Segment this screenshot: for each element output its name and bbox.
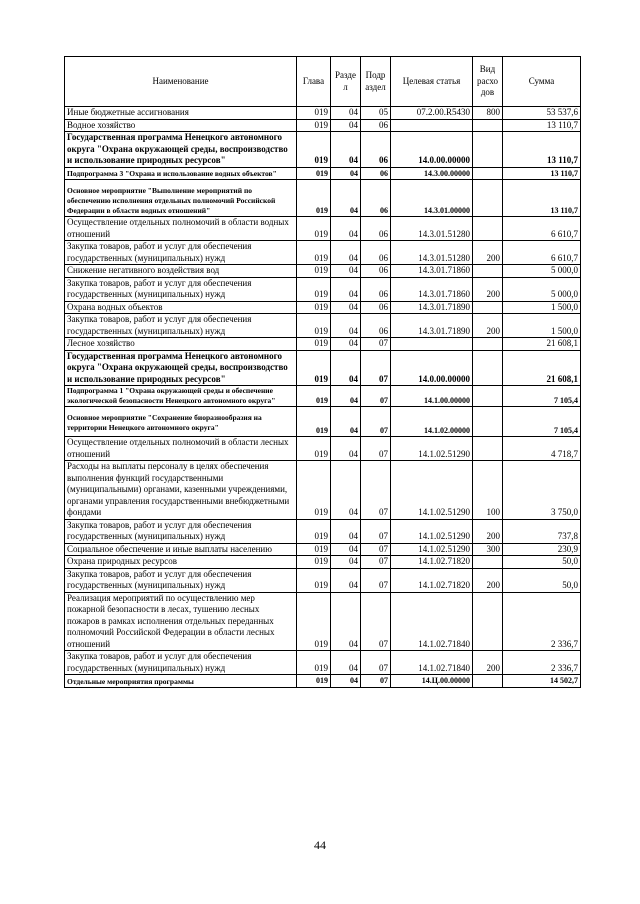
cell-sum: 50,0	[503, 568, 581, 592]
cell-name: Охрана водных объектов	[65, 301, 297, 314]
header-target: Целевая статья	[391, 57, 473, 107]
cell-subsection: 06	[361, 314, 391, 338]
cell-sum: 13 110,7	[503, 180, 581, 217]
cell-name: Осуществление отдельных полномочий в области водных отношений	[65, 217, 297, 241]
header-section: Разде л	[331, 57, 361, 107]
cell-vr	[473, 167, 503, 180]
cell-subsection: 07	[361, 543, 391, 556]
table-row	[65, 350, 581, 386]
cell-sum: 21 608,1	[503, 338, 581, 351]
cell-name: Закупка товаров, работ и услуг для обеспечения государственных (муниципальных) нужд	[65, 568, 297, 592]
cell-vr: 200	[473, 568, 503, 592]
cell-chapter: 019	[297, 568, 331, 592]
table-row	[65, 301, 581, 314]
cell-chapter: 019	[297, 675, 331, 688]
cell-section: 04	[331, 437, 361, 461]
cell-name: Закупка товаров, работ и услуг для обеспечения государственных (муниципальных) нужд	[65, 314, 297, 338]
cell-name: Водное хозяйство	[65, 119, 297, 132]
cell-target: 07.2.00.R5430	[391, 107, 473, 120]
table-row	[65, 407, 581, 437]
cell-section: 04	[331, 461, 361, 520]
table-row	[65, 241, 581, 265]
cell-section: 04	[331, 519, 361, 543]
table-row	[65, 568, 581, 592]
cell-target: 14.3.01.00000	[391, 180, 473, 217]
cell-chapter: 019	[297, 437, 331, 461]
table-row	[65, 386, 581, 407]
cell-chapter: 019	[297, 107, 331, 120]
cell-sum: 1 500,0	[503, 314, 581, 338]
cell-target: 14.3.01.51280	[391, 217, 473, 241]
cell-subsection: 07	[361, 386, 391, 407]
cell-subsection: 07	[361, 519, 391, 543]
cell-name: Подпрограмма 3 "Охрана и использование водных объектов"	[65, 167, 297, 180]
header-subsection: Подр аздел	[361, 57, 391, 107]
cell-target: 14.3.01.71860	[391, 265, 473, 278]
cell-vr: 100	[473, 461, 503, 520]
cell-vr	[473, 132, 503, 168]
cell-vr	[473, 217, 503, 241]
table-row	[65, 107, 581, 120]
cell-sum: 5 000,0	[503, 277, 581, 301]
cell-chapter: 019	[297, 217, 331, 241]
cell-section: 04	[331, 543, 361, 556]
cell-section: 04	[331, 651, 361, 675]
cell-name: Закупка товаров, работ и услуг для обеспечения государственных (муниципальных) нужд	[65, 241, 297, 265]
table-row	[65, 437, 581, 461]
cell-section: 04	[331, 592, 361, 651]
cell-vr	[473, 556, 503, 569]
cell-subsection: 06	[361, 241, 391, 265]
cell-section: 04	[331, 277, 361, 301]
cell-subsection: 05	[361, 107, 391, 120]
cell-subsection: 07	[361, 437, 391, 461]
cell-vr	[473, 180, 503, 217]
cell-vr: 200	[473, 277, 503, 301]
cell-target: 14.1.02.00000	[391, 407, 473, 437]
cell-section: 04	[331, 338, 361, 351]
cell-subsection: 07	[361, 568, 391, 592]
table-row	[65, 543, 581, 556]
cell-section: 04	[331, 350, 361, 386]
cell-name: Основное мероприятие "Сохранение биоразнообразия на территории Ненецкого автономного округа"	[65, 407, 297, 437]
cell-section: 04	[331, 107, 361, 120]
cell-target: 14.3.01.71890	[391, 301, 473, 314]
cell-name: Социальное обеспечение и иные выплаты населению	[65, 543, 297, 556]
cell-subsection: 07	[361, 556, 391, 569]
cell-vr	[473, 592, 503, 651]
cell-section: 04	[331, 314, 361, 338]
cell-target: 14.1.00.00000	[391, 386, 473, 407]
cell-target: 14.3.01.71860	[391, 277, 473, 301]
cell-target: 14.1.02.51290	[391, 437, 473, 461]
budget-table	[64, 56, 581, 688]
cell-sum: 6 610,7	[503, 217, 581, 241]
table-row	[65, 651, 581, 675]
cell-sum: 1 500,0	[503, 301, 581, 314]
cell-target: 14.1.02.71820	[391, 568, 473, 592]
cell-name: Государственная программа Ненецкого автономного округа "Охрана окружающей среды, воспроизводство и использование природных ресурсов"	[65, 350, 297, 386]
cell-target: 14.1.02.71840	[391, 651, 473, 675]
cell-chapter: 019	[297, 265, 331, 278]
cell-target: 14.Ц.00.00000	[391, 675, 473, 688]
cell-section: 04	[331, 556, 361, 569]
cell-name: Отдельные мероприятия программы	[65, 675, 297, 688]
cell-subsection: 07	[361, 592, 391, 651]
cell-sum: 737,8	[503, 519, 581, 543]
cell-sum: 3 750,0	[503, 461, 581, 520]
cell-name: Подпрограмма 1 "Охрана окружающей среды и обеспечение экологической безопасности Ненецкого автономного округа"	[65, 386, 297, 407]
cell-vr: 800	[473, 107, 503, 120]
table-row	[65, 338, 581, 351]
cell-vr: 200	[473, 519, 503, 543]
cell-name: Иные бюджетные ассигнования	[65, 107, 297, 120]
cell-chapter: 019	[297, 651, 331, 675]
cell-name: Государственная программа Ненецкого автономного округа "Охрана окружающей среды, воспроизводство и использование природных ресурсов"	[65, 132, 297, 168]
table-row	[65, 217, 581, 241]
cell-name: Охрана природных ресурсов	[65, 556, 297, 569]
cell-target: 14.0.00.00000	[391, 350, 473, 386]
cell-vr	[473, 675, 503, 688]
header-name: Наименование	[65, 57, 297, 107]
cell-sum: 53 537,6	[503, 107, 581, 120]
cell-chapter: 019	[297, 519, 331, 543]
cell-name: Осуществление отдельных полномочий в области лесных отношений	[65, 437, 297, 461]
cell-sum: 2 336,7	[503, 651, 581, 675]
cell-subsection: 06	[361, 217, 391, 241]
cell-subsection: 06	[361, 167, 391, 180]
cell-section: 04	[331, 675, 361, 688]
cell-vr	[473, 350, 503, 386]
cell-section: 04	[331, 119, 361, 132]
table-row	[65, 277, 581, 301]
cell-chapter: 019	[297, 543, 331, 556]
cell-vr	[473, 301, 503, 314]
cell-name: Закупка товаров, работ и услуг для обеспечения государственных (муниципальных) нужд	[65, 277, 297, 301]
table-row	[65, 265, 581, 278]
cell-vr	[473, 407, 503, 437]
cell-vr: 200	[473, 651, 503, 675]
table-row	[65, 314, 581, 338]
cell-chapter: 019	[297, 241, 331, 265]
cell-section: 04	[331, 265, 361, 278]
cell-target: 14.1.02.51290	[391, 543, 473, 556]
table-row	[65, 461, 581, 520]
cell-name: Закупка товаров, работ и услуг для обеспечения государственных (муниципальных) нужд	[65, 651, 297, 675]
cell-sum: 7 105,4	[503, 407, 581, 437]
cell-vr	[473, 265, 503, 278]
cell-chapter: 019	[297, 132, 331, 168]
cell-chapter: 019	[297, 314, 331, 338]
table-row	[65, 556, 581, 569]
cell-vr: 200	[473, 314, 503, 338]
cell-name: Расходы на выплаты персоналу в целях обеспечения выполнения функций государственными (муниципальными) органами, казенными учреждениями, органами управления государственными внебюджетными фондами	[65, 461, 297, 520]
cell-subsection: 06	[361, 180, 391, 217]
cell-subsection: 06	[361, 301, 391, 314]
cell-chapter: 019	[297, 386, 331, 407]
cell-vr: 300	[473, 543, 503, 556]
cell-section: 04	[331, 301, 361, 314]
cell-section: 04	[331, 407, 361, 437]
cell-sum: 14 502,7	[503, 675, 581, 688]
cell-name: Закупка товаров, работ и услуг для обеспечения государственных (муниципальных) нужд	[65, 519, 297, 543]
cell-target: 14.3.01.51280	[391, 241, 473, 265]
cell-section: 04	[331, 132, 361, 168]
table-row	[65, 592, 581, 651]
cell-sum: 21 608,1	[503, 350, 581, 386]
cell-target: 14.3.00.00000	[391, 167, 473, 180]
cell-chapter: 019	[297, 119, 331, 132]
cell-target	[391, 119, 473, 132]
cell-target: 14.1.02.71840	[391, 592, 473, 651]
cell-sum: 6 610,7	[503, 241, 581, 265]
cell-sum: 13 110,7	[503, 167, 581, 180]
cell-target: 14.1.02.51290	[391, 461, 473, 520]
cell-section: 04	[331, 241, 361, 265]
table-row	[65, 675, 581, 688]
table-row	[65, 180, 581, 217]
cell-target: 14.0.00.00000	[391, 132, 473, 168]
cell-sum: 13 110,7	[503, 119, 581, 132]
cell-chapter: 019	[297, 556, 331, 569]
cell-chapter: 019	[297, 407, 331, 437]
header-sum: Сумма	[503, 57, 581, 107]
cell-target	[391, 338, 473, 351]
cell-target: 14.3.01.71890	[391, 314, 473, 338]
cell-subsection: 06	[361, 132, 391, 168]
cell-sum: 7 105,4	[503, 386, 581, 407]
cell-sum: 13 110,7	[503, 132, 581, 168]
cell-vr: 200	[473, 241, 503, 265]
cell-subsection: 07	[361, 651, 391, 675]
header-chapter: Глава	[297, 57, 331, 107]
cell-chapter: 019	[297, 180, 331, 217]
cell-sum: 4 718,7	[503, 437, 581, 461]
cell-chapter: 019	[297, 277, 331, 301]
cell-sum: 50,0	[503, 556, 581, 569]
cell-subsection: 07	[361, 350, 391, 386]
cell-subsection: 07	[361, 338, 391, 351]
cell-section: 04	[331, 568, 361, 592]
cell-chapter: 019	[297, 167, 331, 180]
cell-section: 04	[331, 217, 361, 241]
table-row	[65, 132, 581, 168]
cell-chapter: 019	[297, 301, 331, 314]
cell-name: Снижение негативного воздействия вод	[65, 265, 297, 278]
cell-target: 14.1.02.71820	[391, 556, 473, 569]
cell-section: 04	[331, 180, 361, 217]
cell-subsection: 06	[361, 265, 391, 278]
cell-chapter: 019	[297, 338, 331, 351]
cell-chapter: 019	[297, 350, 331, 386]
cell-vr	[473, 437, 503, 461]
cell-subsection: 06	[361, 277, 391, 301]
cell-chapter: 019	[297, 592, 331, 651]
cell-subsection: 07	[361, 407, 391, 437]
table-header-row	[65, 57, 581, 107]
cell-subsection: 07	[361, 675, 391, 688]
cell-subsection: 06	[361, 119, 391, 132]
cell-sum: 5 000,0	[503, 265, 581, 278]
table-row	[65, 519, 581, 543]
cell-subsection: 07	[361, 461, 391, 520]
header-vr: Вид расхо дов	[473, 57, 503, 107]
cell-name: Реализация мероприятий по осуществлению мер пожарной безопасности в лесах, тушению лесных пожаров в рамках исполнения отдельных переданных полномочий Российской Федерации в области лесных отношений	[65, 592, 297, 651]
cell-vr	[473, 338, 503, 351]
cell-name: Основное мероприятие "Выполнение мероприятий по обеспечению исполнения отдельных полномочий Российской Федерации в области водных отношений"	[65, 180, 297, 217]
cell-target: 14.1.02.51290	[391, 519, 473, 543]
table-row	[65, 167, 581, 180]
cell-vr	[473, 119, 503, 132]
cell-name: Лесное хозяйство	[65, 338, 297, 351]
cell-sum: 2 336,7	[503, 592, 581, 651]
cell-chapter: 019	[297, 461, 331, 520]
table-row	[65, 119, 581, 132]
cell-vr	[473, 386, 503, 407]
cell-section: 04	[331, 386, 361, 407]
page-number: 44	[314, 838, 326, 852]
cell-section: 04	[331, 167, 361, 180]
cell-sum: 230,9	[503, 543, 581, 556]
